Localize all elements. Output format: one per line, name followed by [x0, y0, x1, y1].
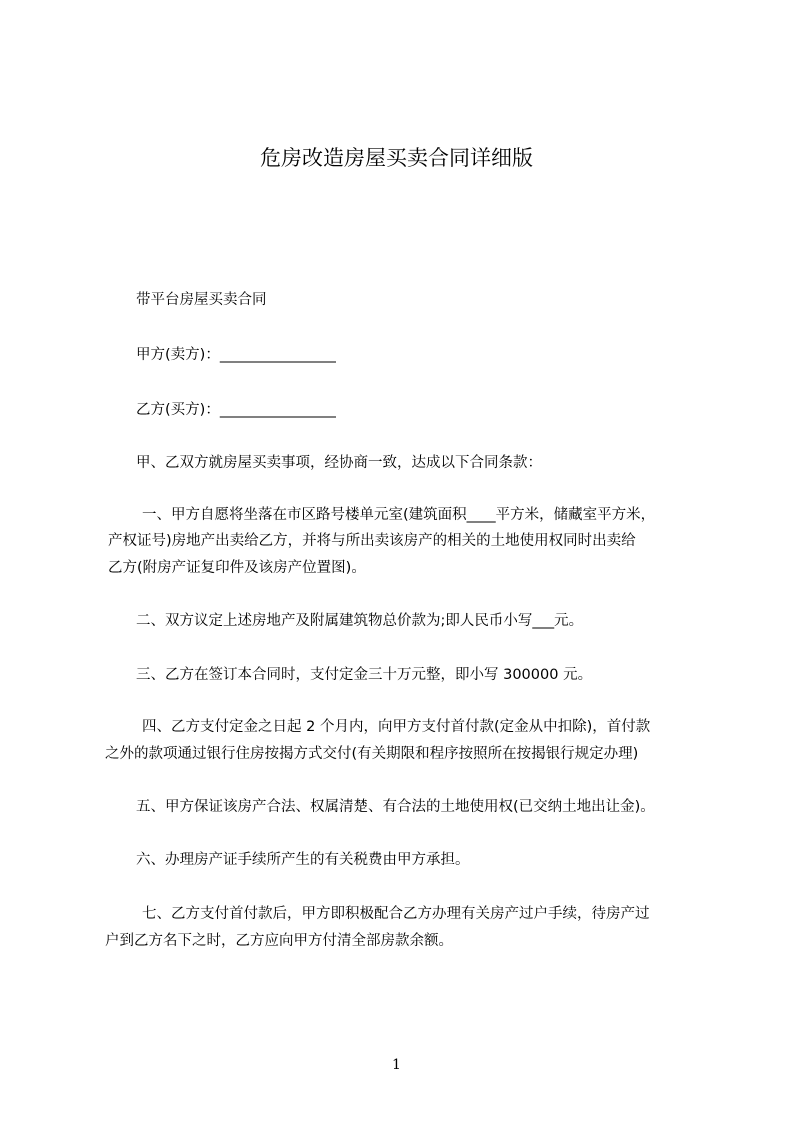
clause-5: 五、甲方保证该房产合法、权属清楚、有合法的土地使用权(已交纳土地出让金)。: [136, 799, 655, 815]
page-number: 1: [392, 1057, 401, 1073]
clause-1-line: 乙方(附房产证复印件及该房产位置图)。: [108, 560, 366, 576]
party-b-line: 乙方(买方)：________________: [136, 402, 336, 418]
clause-7-line: 七、乙方支付首付款后，甲方即积极配合乙方办理有关房产过户手续，待房产过: [142, 906, 650, 922]
clause-7-line: 户到乙方名下之时，乙方应向甲方付清全部房款余额。: [105, 933, 453, 949]
clause-3: 三、乙方在签订本合同时，支付定金三十万元整，即小写 300000 元。: [136, 667, 593, 683]
clause-4-line: 之外的款项通过银行住房按揭方式交付(有关期限和程序按照所在按揭银行规定办理): [105, 746, 639, 762]
document-title: 危房改造房屋买卖合同详细版: [260, 146, 533, 170]
clause-1-line: 一、甲方自愿将坐落在市区路号楼单元室(建筑面积____平方米，储藏室平方米，: [142, 507, 656, 523]
clause-6: 六、办理房产证手续所产生的有关税费由甲方承担。: [136, 852, 470, 868]
party-a-line: 甲方(卖方)：________________: [136, 347, 336, 363]
intro-paragraph: 甲、乙双方就房屋买卖事项，经协商一致，达成以下合同条款：: [136, 455, 542, 471]
clause-2: 二、双方议定上述房地产及附属建筑物总价款为;即人民币小写___元。: [136, 613, 584, 629]
clause-4-line: 四、乙方支付定金之日起 2 个月内，向甲方支付首付款(定金从中扣除)，首付款: [142, 719, 651, 735]
clause-1-line: 产权证号)房地产出卖给乙方，并将与所出卖该房产的相关的土地使用权同时出卖给: [108, 533, 636, 549]
subtitle: 带平台房屋买卖合同: [136, 292, 267, 308]
